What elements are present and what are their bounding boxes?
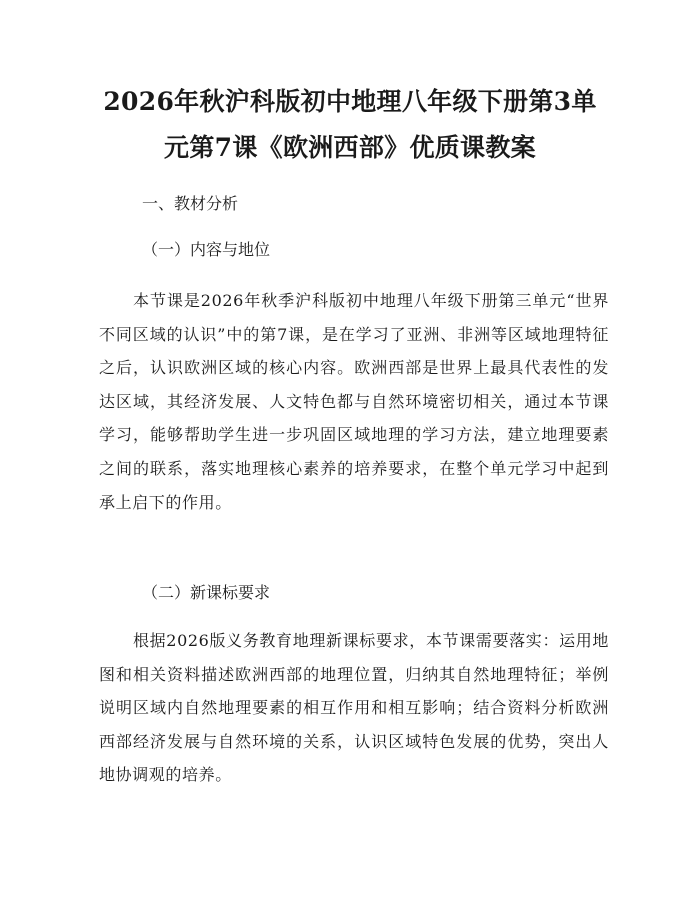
paragraph-content-position: 本节课是2026年秋季沪科版初中地理八年级下册第三单元“世界不同区域的认识”中的第7课，是在学习了亚洲、非洲等区域地理特征之后，认识欧洲区域的核心内容。欧洲西部是世界上最具代表性的发达区域，其经济发展、人文特色都与自然环境密切相关，通过本节课学习，能够帮助学生进一步巩固区域地理的学习方法，建立地理要素之间的联系，落实地理核心素养的培养要求，在整个单元学习中起到承上启下的作用。 — [99, 291, 609, 512]
subsection-heading-content-position: （一）内容与地位 — [142, 240, 271, 259]
subsection-heading-curriculum-requirements: （二）新课标要求 — [142, 583, 271, 602]
document-title-line-1: 2026年秋沪科版初中地理八年级下册第3单 — [103, 87, 597, 116]
document-title-line-2: 元第7课《欧洲西部》优质课教案 — [164, 133, 536, 162]
paragraph-curriculum-requirements: 根据2026版义务教育地理新课标要求，本节课需要落实：运用地图和相关资料描述欧洲西部的地理位置，归纳其自然地理特征；举例说明区域内自然地理要素的相互作用和相互影响；结合资料分析欧洲西部经济发展与自然环境的关系，认识区域特色发展的优势，突出人地协调观的培养。 — [99, 631, 609, 785]
section-heading-textbook-analysis: 一、教材分析 — [142, 194, 239, 213]
